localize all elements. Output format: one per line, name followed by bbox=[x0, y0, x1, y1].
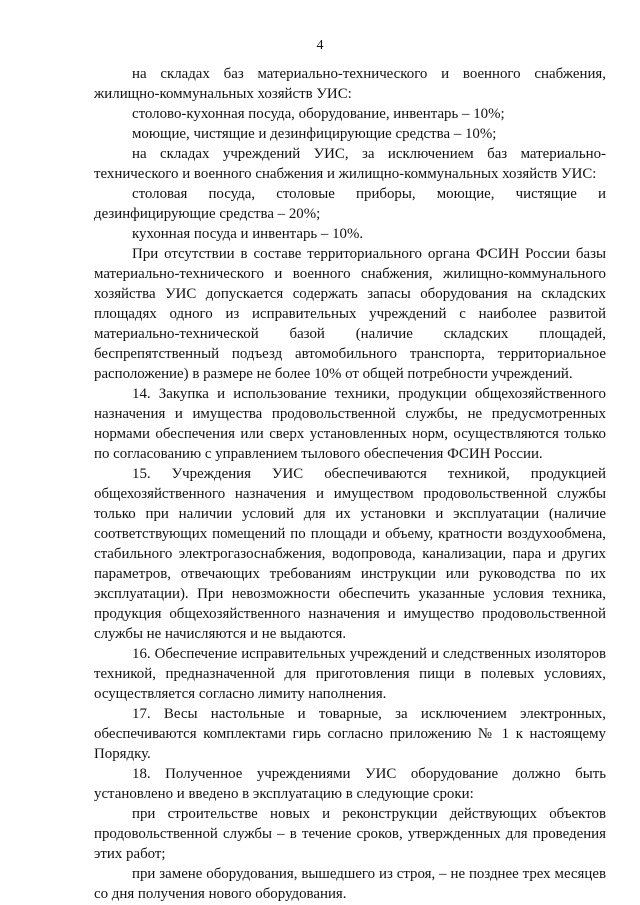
paragraph-construction-terms: при строительстве новых и реконструкции действующих объектов продовольственной службы – в течение сроков, утвержденных для проведения этих работ; bbox=[94, 806, 606, 862]
paragraph-tableware-detergents: столовая посуда, столовые приборы, моющие, чистящие и дезинфицирующие средства – 20%; bbox=[94, 186, 606, 222]
paragraph-warehouse-bases: на складах баз материально-технического и военного снабжения, жилищно-коммунальных хозяйств УИС: bbox=[94, 66, 606, 102]
paragraph-item-15: 15. Учреждения УИС обеспечиваются техникой, продукцией общехозяйственного назначения и имуществом продовольственной службы только при наличии условий для их установки и эксплуатации (наличие соответствующих помещений по площади и объему, кратности воздухообмена, стабильного электрогазоснабжения, водопровода, канализации, пара и других параметров, отвечающих требованиям инструкции или руководства по их эксплуатации). При невозможности обеспечить указанные условия техника, продукция общехозяйственного назначения и имущество продовольственной службы не начисляются и не выдаются. bbox=[94, 466, 606, 642]
paragraph-institution-warehouses: на складах учреждений УИС, за исключением баз материально-технического и военного снабжения и жилищно-коммунальных хозяйств УИС: bbox=[94, 146, 606, 182]
paragraph-item-18: 18. Полученное учреждениями УИС оборудование должно быть установлено и введено в эксплуатацию в следующие сроки: bbox=[94, 766, 606, 802]
paragraph-tableware-equipment: столово-кухонная посуда, оборудование, инвентарь – 10%; bbox=[132, 106, 505, 122]
paragraph-item-14: 14. Закупка и использование техники, продукции общехозяйственного назначения и имущества продовольственной службы, не предусмотренных нормами обеспечения или сверх установленных норм, осуществляются только по согласованию с управлением тылового обеспечения ФСИН России. bbox=[94, 386, 606, 462]
paragraph-replacement-terms: при замене оборудования, вышедшего из строя, – не позднее трех месяцев со дня получения нового оборудования. bbox=[94, 866, 606, 902]
paragraph-kitchenware: кухонная посуда и инвентарь – 10%. bbox=[132, 226, 364, 242]
page-number: 4 bbox=[316, 38, 324, 53]
paragraph-item-17: 17. Весы настольные и товарные, за исключением электронных, обеспечиваются комплектами гирь согласно приложению № 1 к настоящему Порядку. bbox=[94, 706, 606, 762]
paragraph-item-16: 16. Обеспечение исправительных учреждений и следственных изоляторов техникой, предназначенной для приготовления пищи в полевых условиях, осуществляется согласно лимиту наполнения. bbox=[94, 646, 606, 702]
paragraph-detergents: моющие, чистящие и дезинфицирующие средства – 10%; bbox=[132, 126, 497, 142]
document-body bbox=[94, 64, 606, 904]
paragraph-no-base: При отсутствии в составе территориального органа ФСИН России базы материально-технического и военного снабжения, жилищно-коммунального хозяйства УИС допускается содержать запасы оборудования на складских площадях одного из исправительных учреждений с наиболее развитой материально-технической базой (наличие складских площадей, беспрепятственный подъезд автомобильного транспорта, территориальное расположение) в размере не более 10% от общей потребности учреждений. bbox=[94, 246, 606, 382]
